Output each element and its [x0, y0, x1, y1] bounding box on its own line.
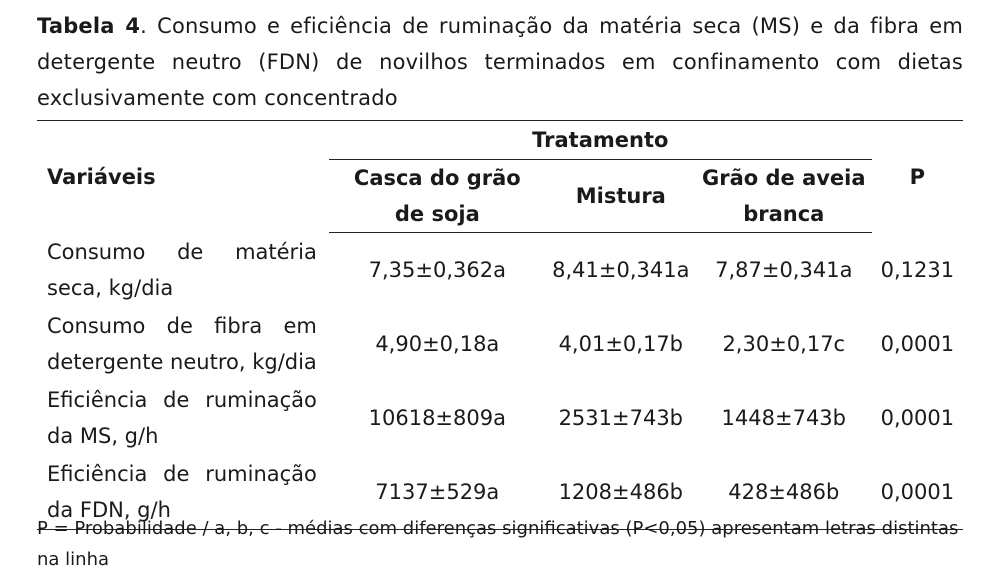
- cell-p: 0,0001: [872, 455, 963, 530]
- cell-value: 7,87±0,341a: [715, 257, 853, 282]
- table-row: [37, 233, 963, 307]
- cell-value: 8,41±0,341a: [552, 257, 690, 282]
- row-variable: Consumo de fibra em detergente neutro, kg/dia: [47, 313, 317, 374]
- header-treatment-1: Casca do grão de soja: [329, 160, 546, 233]
- cell-p: 0,0001: [880, 405, 955, 430]
- cell-value: 1448±743b: [721, 405, 846, 430]
- cell-value: 1208±486b: [546, 455, 696, 530]
- header-p: P: [872, 121, 963, 233]
- header-treatment-group: Tratamento: [329, 121, 872, 160]
- header-treatment-2: Mistura: [546, 160, 696, 233]
- table-row: [37, 307, 963, 381]
- cell-value: 10618±809a: [368, 405, 506, 430]
- cell-value: 2,30±0,17c: [722, 331, 846, 356]
- cell-value: 4,01±0,17b: [558, 331, 684, 356]
- caption-label: Tabela 4: [37, 14, 141, 38]
- table-footnote: P = Probabilidade / a, b, c - médias com diferenças significativas (P<0,05) apresentam letras distintas na linha: [37, 518, 959, 570]
- header-treatment-3: Grão de aveia branca: [696, 160, 872, 233]
- cell-value: 7137±529a: [329, 455, 546, 530]
- results-table: [37, 120, 963, 530]
- cell-value: 428±486b: [696, 455, 872, 530]
- row-variable: Eficiência de ruminação da MS, g/h: [47, 387, 317, 448]
- cell-p: 0,1231: [880, 257, 955, 282]
- row-variable: Eficiência de ruminação da FDN, g/h: [37, 455, 329, 530]
- caption-text: . Consumo e eficiência de ruminação da matéria seca (MS) e da fibra em detergente neutro (FDN) de novilhos terminados em confinamento com dietas exclusivamente com concentrado: [37, 14, 963, 110]
- header-variables: Variáveis: [37, 121, 329, 233]
- cell-p: 0,0001: [880, 331, 955, 356]
- table-caption: [37, 8, 963, 116]
- cell-value: 4,90±0,18a: [375, 331, 500, 356]
- table-row: [37, 381, 963, 455]
- cell-value: 7,35±0,362a: [368, 257, 506, 282]
- cell-value: 2531±743b: [558, 405, 684, 430]
- row-variable: Consumo de matéria seca, kg/dia: [47, 239, 317, 300]
